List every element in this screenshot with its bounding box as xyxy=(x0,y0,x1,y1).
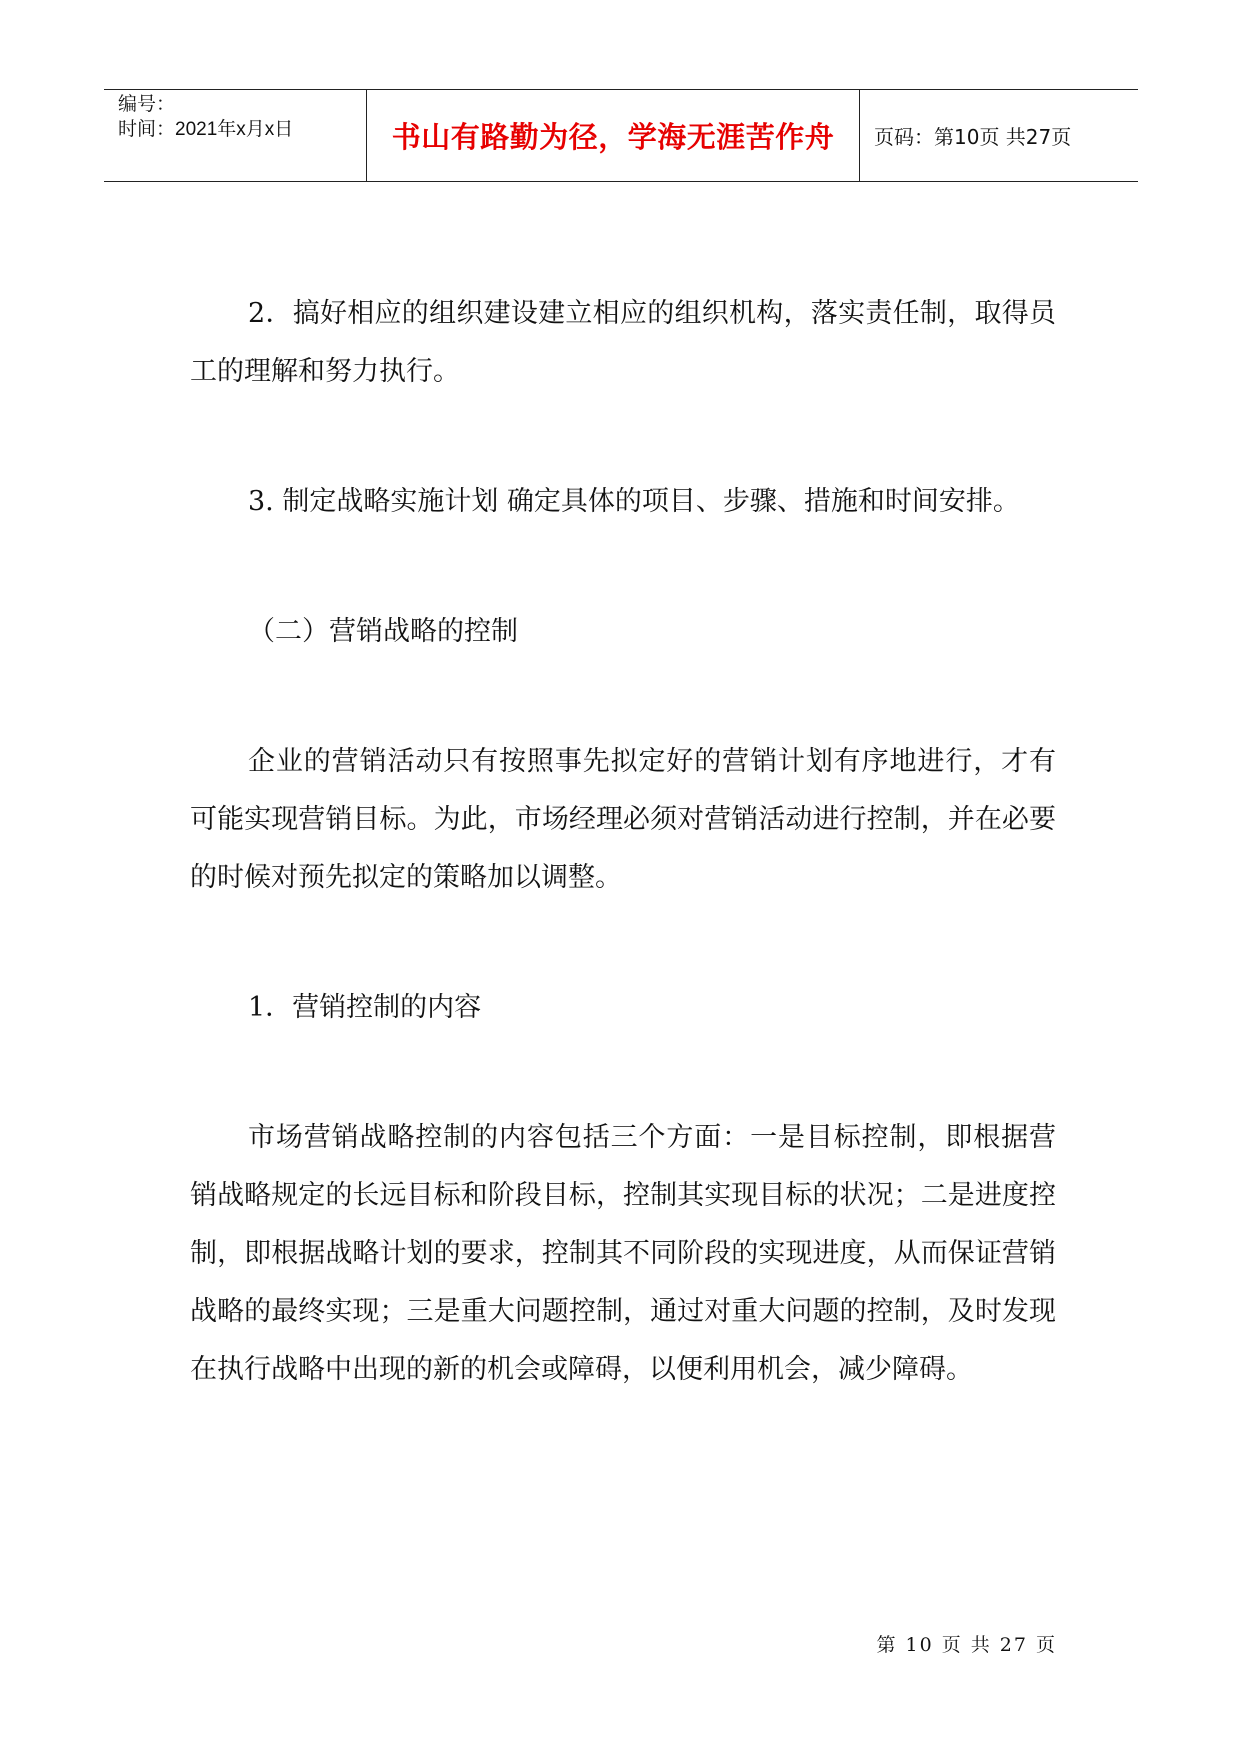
paragraph: 企业的营销活动只有按照事先拟定好的营销计划有序地进行，才有可能实现营销目标。为此，市场经理必须对营销活动进行控制，并在必要的时候对预先拟定的策略加以调整。 xyxy=(190,746,1056,893)
section-heading: （二）营销战略的控制 xyxy=(248,616,518,647)
serial-label: 编号： xyxy=(118,94,176,115)
paragraph: 2．搞好相应的组织建设建立相应的组织机构，落实责任制，取得员工的理解和努力执行。 xyxy=(190,298,1056,387)
header-page-info: 页码：第10页 共27页 xyxy=(874,125,1072,149)
document-body xyxy=(190,285,1056,1471)
page-footer: 第 10 页 共 27 页 xyxy=(876,1634,1057,1656)
time-label: 时间：2021年x月x日 xyxy=(118,119,294,140)
paragraph: 市场营销战略控制的内容包括三个方面：一是目标控制，即根据营销战略规定的长远目标和阶段目标，控制其实现目标的状况；二是进度控制，即根据战略计划的要求，控制其不同阶段的实现进度，从而保证营销战略的最终实现；三是重大问题控制，通过对重大问题的控制，及时发现在执行战略中出现的新的机会或障碍，以便利用机会，减少障碍。 xyxy=(190,1122,1056,1385)
header-meta xyxy=(104,90,367,181)
page-header xyxy=(104,89,1138,182)
paragraph: 3. 制定战略实施计划 确定具体的项目、步骤、措施和时间安排。 xyxy=(248,486,1020,517)
subsection-heading: 1．营销控制的内容 xyxy=(248,992,482,1023)
header-motto: 书山有路勤为径，学海无涯苦作舟 xyxy=(367,90,860,181)
